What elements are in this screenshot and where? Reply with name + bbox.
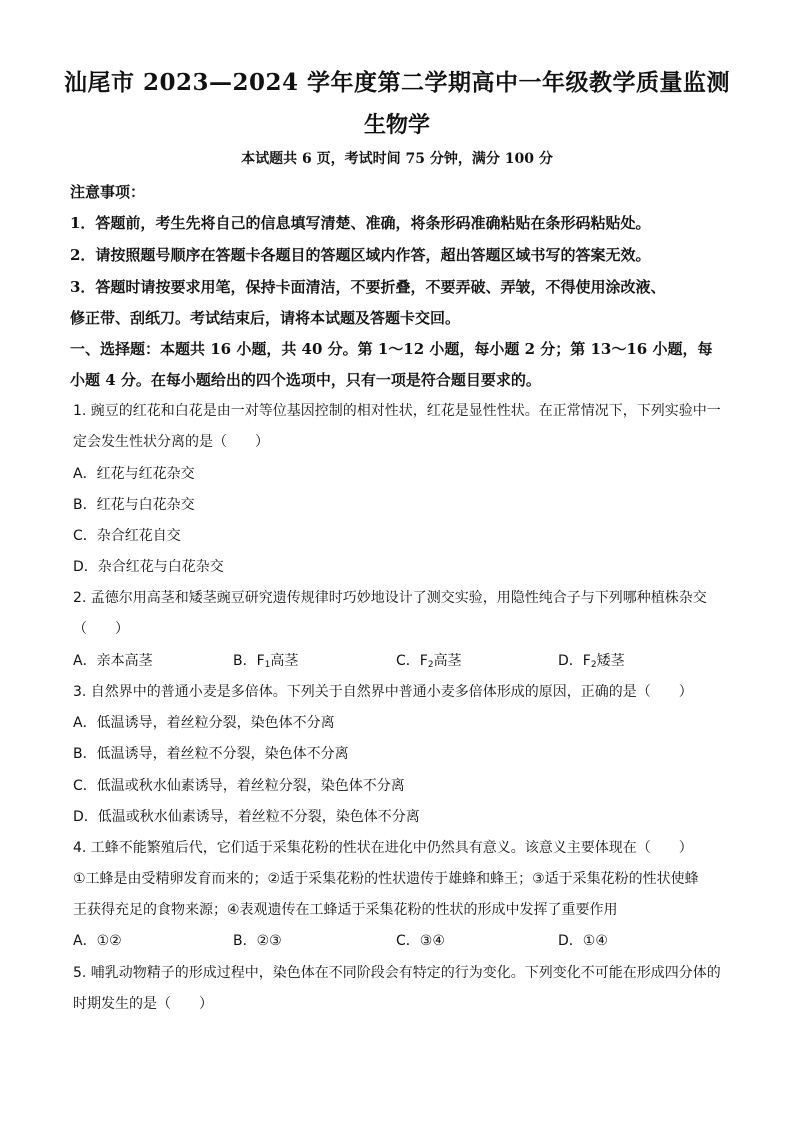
notice-item: 3．答题时请按要求用笔，保持卡面清洁，不要折叠，不要弄破、弄皱，不得使用涂改液、 bbox=[70, 278, 666, 296]
question-2-options bbox=[73, 650, 733, 670]
question-2-option-a: A．亲本高茎 bbox=[73, 653, 153, 669]
question-4-option-c: C．③④ bbox=[396, 933, 445, 949]
question-2-option-b: B．$F_1$高茎 bbox=[233, 653, 299, 670]
question-4-option-b: B．②③ bbox=[233, 933, 282, 949]
question-2-stem: 2. 孟德尔用高茎和矮茎豌豆研究遗传规律时巧妙地设计了测交实验，用隐性纯合子与下列哪种植株杂交 bbox=[73, 590, 707, 606]
question-4-stem: 4. 工蜂不能繁殖后代，它们适于采集花粉的性状在进化中仍然具有意义。该意义主要体现在（ ） bbox=[73, 840, 693, 856]
question-5-stem: 5. 哺乳动物精子的形成过程中，染色体在不同阶段会有特定的行为变化。下列变化不可能在形成四分体的 bbox=[73, 965, 721, 981]
question-1-stem-cont: 定会发生性状分离的是（ ） bbox=[73, 434, 269, 450]
question-3-option-b: B．低温诱导，着丝粒不分裂，染色体不分离 bbox=[73, 746, 349, 762]
question-1-option-d: D．杂合红花与白花杂交 bbox=[73, 559, 224, 575]
question-1-stem: 1. 豌豆的红花和白花是由一对等位基因控制的相对性状，红花是显性性状。在正常情况下，下列实验中一 bbox=[73, 403, 721, 419]
question-4-statements-cont: 王获得充足的食物来源；④表观遗传在工蜂适于采集花粉的性状的形成中发挥了重要作用 bbox=[73, 902, 618, 918]
question-1-option-b: B．红花与白花杂交 bbox=[73, 497, 195, 513]
question-2-option-d: D．$F_2$矮茎 bbox=[558, 653, 625, 670]
question-3-stem: 3. 自然界中的普通小麦是多倍体。下列关于自然界中普通小麦多倍体形成的原因，正确的是（ ） bbox=[73, 684, 693, 700]
section-instruction: 小题 4 分。在每小题给出的四个选项中，只有一项是符合题目要求的。 bbox=[70, 371, 541, 389]
subject-title: 生物学 bbox=[363, 112, 430, 138]
question-3-option-d: D．低温或秋水仙素诱导，着丝粒不分裂，染色体不分离 bbox=[73, 809, 420, 825]
question-2-option-c: C．$F_2$高茎 bbox=[396, 653, 462, 670]
notice-item: 1．答题前，考生先将自己的信息填写清楚、准确，将条形码准确粘贴在条形码粘贴处。 bbox=[70, 214, 651, 232]
question-4-option-d: D．①④ bbox=[558, 933, 608, 949]
notice-item: 修正带、刮纸刀。考试结束后，请将本试题及答题卡交回。 bbox=[70, 309, 461, 327]
section-heading: 一、选择题：本题共 16 小题，共 40 分。第 1～12 小题，每小题 2 分；第 13～16 小题，每 bbox=[70, 340, 713, 358]
question-4-options bbox=[73, 930, 733, 950]
exam-title: 汕尾市 2023—2024 学年度第二学期高中一年级教学质量监测 bbox=[63, 69, 731, 96]
exam-info: 本试题共 6 页，考试时间 75 分钟，满分 100 分 bbox=[241, 151, 553, 167]
question-3-option-a: A．低温诱导，着丝粒分裂，染色体不分离 bbox=[73, 715, 335, 731]
question-4-option-a: A．①② bbox=[73, 933, 122, 949]
question-1-option-c: C．杂合红花自交 bbox=[73, 528, 181, 544]
notice-item: 2．请按照题号顺序在答题卡各题目的答题区域内作答，超出答题区域书写的答案无效。 bbox=[70, 246, 651, 264]
question-3-option-c: C．低温或秋水仙素诱导，着丝粒分裂，染色体不分离 bbox=[73, 778, 405, 794]
notice-heading: 注意事项： bbox=[70, 183, 146, 201]
question-2-stem-cont: （ ） bbox=[73, 621, 129, 637]
question-1-option-a: A．红花与红花杂交 bbox=[73, 466, 195, 482]
question-5-stem-cont: 时期发生的是（ ） bbox=[73, 996, 213, 1012]
question-4-statements: ①工蜂是由受精卵发育而来的；②适于采集花粉的性状遗传于雄蜂和蜂王；③适于采集花粉的性状使蜂 bbox=[73, 871, 699, 887]
